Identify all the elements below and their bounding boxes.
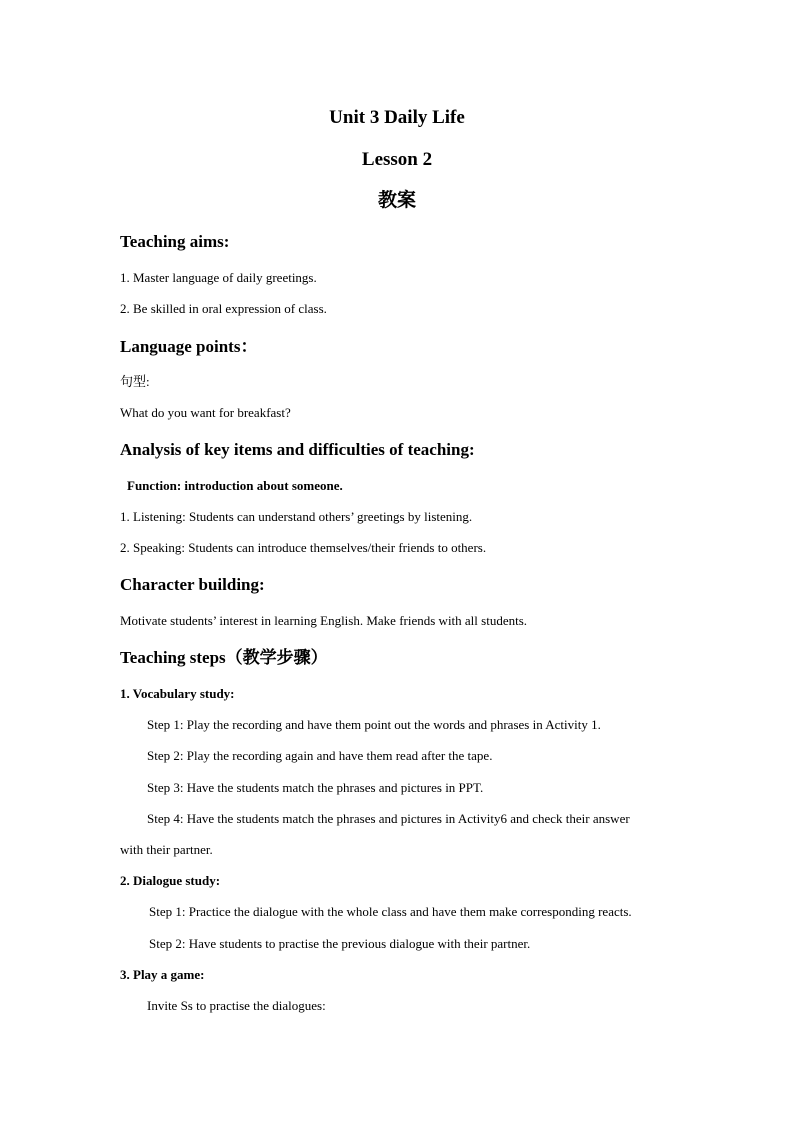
character-building-text: Motivate students’ interest in learning English. Make friends with all students. [120, 613, 528, 628]
lesson-title: Lesson 2 [361, 149, 433, 170]
teaching-aim-item: 2. Be skilled in oral expression of class. [120, 301, 327, 316]
step-item: Step 4: Have the students match the phrases and pictures in Activity6 and check their answer [147, 811, 630, 826]
teaching-steps-heading: Teaching steps（教学步骤） [120, 648, 328, 667]
character-building-heading: Character building: [120, 575, 265, 594]
language-points-heading: Language points： [120, 337, 258, 356]
section-title: 3. Play a game: [120, 967, 205, 982]
function-line: Function: introduction about someone. [127, 478, 343, 493]
analysis-item: 1. Listening: Students can understand others’ greetings by listening. [120, 509, 473, 524]
analysis-item: 2. Speaking: Students can introduce themselves/their friends to others. [120, 540, 487, 555]
step-item: Step 3: Have the students match the phrases and pictures in PPT. [147, 780, 484, 795]
teaching-aims-heading: Teaching aims: [120, 232, 230, 251]
step-item: Step 1: Practice the dialogue with the whole class and have them make corresponding reacts. [149, 904, 632, 919]
step-item: Step 1: Play the recording and have them point out the words and phrases in Activity 1. [147, 717, 601, 732]
teaching-aim-item: 1. Master language of daily greetings. [120, 270, 317, 285]
section-title: 2. Dialogue study: [120, 873, 221, 888]
step-item: Step 2: Play the recording again and have them read after the tape. [147, 748, 493, 763]
step-item-continuation: with their partner. [120, 842, 213, 857]
step-item: Step 2: Have students to practise the previous dialogue with their partner. [149, 936, 531, 951]
sentence-pattern: What do you want for breakfast? [120, 405, 291, 420]
lesson-plan-label: 教案 [377, 190, 416, 211]
step-item: Invite Ss to practise the dialogues: [147, 998, 326, 1013]
page-title: Unit 3 Daily Life [329, 107, 465, 128]
analysis-heading: Analysis of key items and difficulties of teaching: [120, 440, 475, 459]
sentence-pattern-label: 句型: [120, 374, 150, 389]
section-title: 1. Vocabulary study: [120, 686, 235, 701]
